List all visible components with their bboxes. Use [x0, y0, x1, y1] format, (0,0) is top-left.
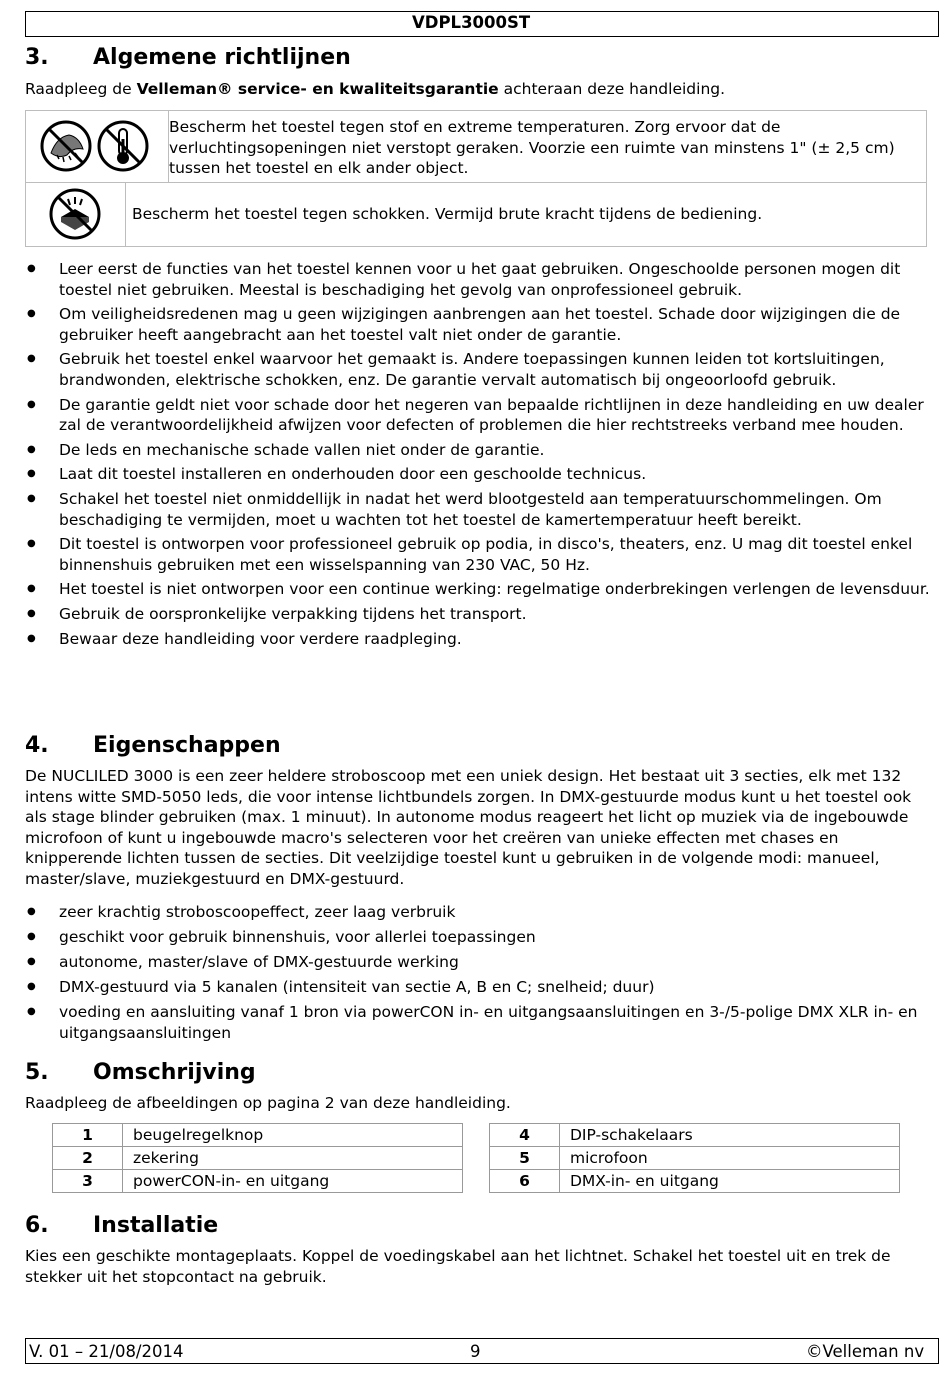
parts-table-left: [52, 1123, 463, 1193]
section-4-heading: 4. Eigenschappen: [25, 733, 281, 758]
list-item: ● Bewaar deze handleiding voor verdere raadpleging.: [25, 629, 930, 650]
list-item: ● geschikt voor gebruik binnenshuis, voor allerlei toepassingen: [25, 927, 930, 948]
section-3-heading: 3. Algemene richtlijnen: [25, 45, 351, 70]
section-5-intro: Raadpleeg de afbeeldingen op pagina 2 van deze handleiding.: [25, 1094, 511, 1112]
list-item: ● De leds en mechanische schade vallen niet onder de garantie.: [25, 440, 930, 461]
list-item: ● Gebruik het toestel enkel waarvoor het gemaakt is. Andere toepassingen kunnen leiden tot kortsluitingen, brandwonden, elektrische schokken, enz. De garantie vervalt automatisch bij ongeoorloofd gebruik.: [25, 349, 930, 390]
list-item: ● Schakel het toestel niet onmiddellijk in nadat het werd blootgesteld aan temperatuurschommelingen. Om beschadiging te vermijden, moet u wachten tot het toestel de kamertemperatuur heeft bereikt.: [25, 489, 930, 530]
section-4-intro: De NUCLILED 3000 is een zeer heldere stroboscoop met een uniek design. Het bestaat uit 3 secties, elk met 132 intens witte SMD-5050 leds, die voor intense lichtbundels zorgen. In DMX-gestuurde modus kunt u het toestel ook als stage blinder gebruiken (max. 1 minuut). In autonome modus reageert het licht op muziek via de ingebouwde microfoon of kunt u ingebouwde macro's selecteren voor het creëren van unieke effecten met chases en knipperende lichten tussen de secties. Dit veelzijdige toestel kunt u gebruiken in de volgende modi: manueel, master/slave, muziekgestuurd en DMX-gestuurd.: [25, 767, 912, 888]
warning-table: [25, 110, 927, 247]
version-date: V. 01 – 21/08/2014: [29, 1342, 184, 1361]
list-item: ● zeer krachtig stroboscoopeffect, zeer laag verbruik: [25, 902, 930, 923]
table-row: 2 zekering: [53, 1147, 463, 1170]
list-item: ● Om veiligheidsredenen mag u geen wijzigingen aanbrengen aan het toestel. Schade door wijzigingen die de gebruiker heeft aangebracht aan het toestel valt niet onder de garantie.: [25, 304, 930, 345]
list-item: ● autonome, master/slave of DMX-gestuurde werking: [25, 952, 930, 973]
list-item: ● Dit toestel is ontworpen voor professioneel gebruik op podia, in disco's, theaters, enz. U mag dit toestel enkel binnenshuis gebruiken met een wisselspanning van 230 VAC, 50 Hz.: [25, 534, 930, 575]
table-row: 6 DMX-in- en uitgang: [490, 1170, 900, 1193]
no-shock-icon: [48, 187, 102, 241]
table-row: 1 beugelregelknop: [53, 1124, 463, 1147]
warning-text-dust-temperature: Bescherm het toestel tegen stof en extreme temperaturen. Zorg ervoor dat de verluchtingsopeningen niet verstopt geraken. Voorzie een ruimte van minstens 1" (± 2,5 cm) tussen het toestel en elk ander object.: [169, 118, 895, 178]
table-row: 5 microfoon: [490, 1147, 900, 1170]
table-row: 3 powerCON-in- en uitgang: [53, 1170, 463, 1193]
section-6-heading: 6. Installatie: [25, 1213, 219, 1238]
copyright: ©Velleman nv: [806, 1342, 925, 1361]
list-item: ● Gebruik de oorspronkelijke verpakking tijdens het transport.: [25, 604, 930, 625]
section-4-feature-list: [25, 902, 930, 1044]
table-row: 4 DIP-schakelaars: [490, 1124, 900, 1147]
parts-table-right: [489, 1123, 900, 1193]
warning-text-shock: Bescherm het toestel tegen schokken. Vermijd brute kracht tijdens de bediening.: [132, 205, 763, 223]
list-item: ● DMX-gestuurd via 5 kanalen (intensiteit van sectie A, B en C; snelheid; duur): [25, 977, 930, 998]
model-number: VDPL3000ST: [412, 13, 531, 32]
section-3-intro: Raadpleeg de Velleman® service- en kwaliteitsgarantie achteraan deze handleiding.: [25, 80, 726, 98]
no-extreme-temperature-icon: [96, 119, 150, 173]
page-number: 9: [470, 1342, 481, 1361]
list-item: ● Leer eerst de functies van het toestel kennen voor u het gaat gebruiken. Ongeschoolde personen mogen dit toestel niet gebruiken. Meestal is beschadiging het gevolg van onprofessioneel gebruik.: [25, 259, 930, 300]
section-3-bullet-list: [25, 259, 930, 649]
section-6-text: Kies een geschikte montageplaats. Koppel de voedingskabel aan het lichtnet. Schakel het toestel uit en trek de stekker uit het stopcontact na gebruik.: [25, 1247, 891, 1286]
list-item: ● De garantie geldt niet voor schade door het negeren van bepaalde richtlijnen in deze handleiding en uw dealer zal de verantwoordelijkheid afwijzen voor defecten of problemen die hier rechtstreeks verband mee houden.: [25, 395, 930, 436]
list-item: ● Laat dit toestel installeren en onderhouden door een geschoolde technicus.: [25, 464, 930, 485]
section-5-heading: 5. Omschrijving: [25, 1060, 256, 1085]
no-dust-icon: [39, 119, 93, 173]
list-item: ● Het toestel is niet ontworpen voor een continue werking: regelmatige onderbrekingen verlengen de levensduur.: [25, 579, 930, 600]
list-item: ● voeding en aansluiting vanaf 1 bron via powerCON in- en uitgangsaansluitingen en 3-/5-polige DMX XLR in- en uitgangsaansluitingen: [25, 1002, 930, 1043]
